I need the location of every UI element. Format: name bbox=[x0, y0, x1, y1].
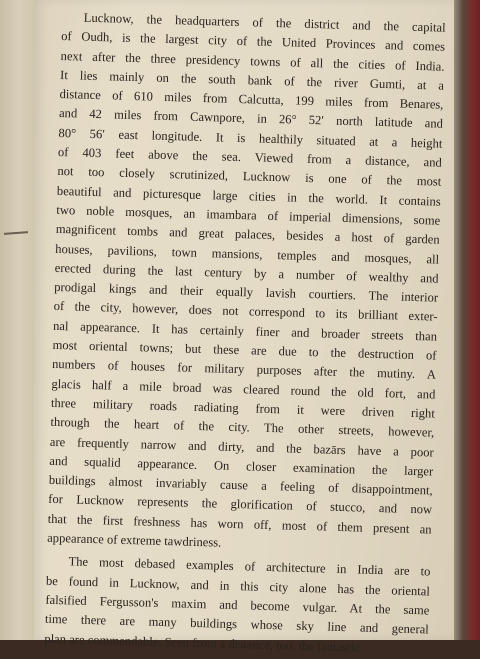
text-line: be found in Lucknow, and in this city alone has the oriental bbox=[45, 573, 431, 599]
text-line: time there are many buildings whose sky line and general bbox=[44, 611, 429, 637]
text-line: of the city, however, does not correspond to its brilliant exter- bbox=[53, 299, 438, 325]
text-line: plan are commendable. Seen from a distance, too, the fantastic bbox=[44, 631, 360, 655]
page-text bbox=[44, 8, 446, 659]
text-line: erected during the last century by a number of wealthy and bbox=[54, 260, 439, 286]
paragraph-1 bbox=[47, 8, 446, 559]
text-line: most oriental towns; but these are due to the destruction of bbox=[52, 337, 437, 363]
text-line: Lucknow, the headquarters of the district and the capital bbox=[83, 10, 446, 35]
text-line: appearance of extreme tawdriness. bbox=[47, 530, 222, 550]
text-line: and 42 miles from Cawnpore, in 26° 52′ north latitude and bbox=[58, 106, 444, 132]
text-line: nal appearance. It has certainly finer and broader streets than bbox=[52, 318, 438, 344]
text-line: that the first freshness has worn off, most of them present an bbox=[47, 511, 432, 537]
text-line: of Oudh, is the largest city of the United Provinces and comes bbox=[61, 29, 446, 55]
text-line: through the heart of the city. The other streets, however, bbox=[50, 415, 435, 440]
text-line: prodigal kings and their equally lavish courtiers. The interior bbox=[54, 280, 439, 305]
text-line: falsified Fergusson's maxim and become vulgar. At the same bbox=[45, 592, 430, 618]
text-line: distance of 610 miles from Calcutta, 199 miles from Benares, bbox=[59, 87, 444, 112]
text-line: beautiful and picturesque large cities in the world. It contains bbox=[56, 183, 441, 209]
text-line: The most debased examples of architecture in India are to bbox=[68, 554, 431, 579]
text-line: It lies mainly on the south bank of the river Gumti, at a bbox=[59, 67, 445, 93]
text-line: glacis half a mile broad was cleared round the old fort, and bbox=[51, 376, 436, 402]
text-line: next after the three presidency towns of all the cities of India. bbox=[60, 48, 445, 74]
text-line: houses, pavilions, town mansions, temples and mosques, all bbox=[55, 241, 440, 267]
text-line: are frequently narrow and dirty, and the bazārs have a poor bbox=[49, 434, 434, 460]
text-line: two noble mosques, an imambara of imperial dimensions, some bbox=[56, 202, 441, 228]
book-edge bbox=[454, 0, 480, 640]
text-line: and squalid appearance. On closer examination the larger bbox=[49, 453, 434, 479]
text-line: three military roads radiating from it were driven right bbox=[50, 395, 436, 421]
text-line: magnificent tombs and great palaces, besides a host of garden bbox=[55, 222, 440, 247]
text-line: 80° 56′ east longitude. It is healthily situated at a height bbox=[58, 125, 443, 151]
paragraph-2 bbox=[44, 552, 431, 659]
text-line: buildings almost invariably cause a feeling of disappointment, bbox=[48, 472, 433, 498]
text-line: for Lucknow represents the glorification of stucco, and now bbox=[48, 492, 433, 517]
text-line: not too closely scrutinized, Lucknow is one of the most bbox=[57, 164, 442, 190]
text-line: of 403 feet above the sea. Viewed from a distance, and bbox=[57, 145, 443, 170]
text-line: numbers of houses for military purposes after the mutiny. A bbox=[51, 357, 437, 382]
